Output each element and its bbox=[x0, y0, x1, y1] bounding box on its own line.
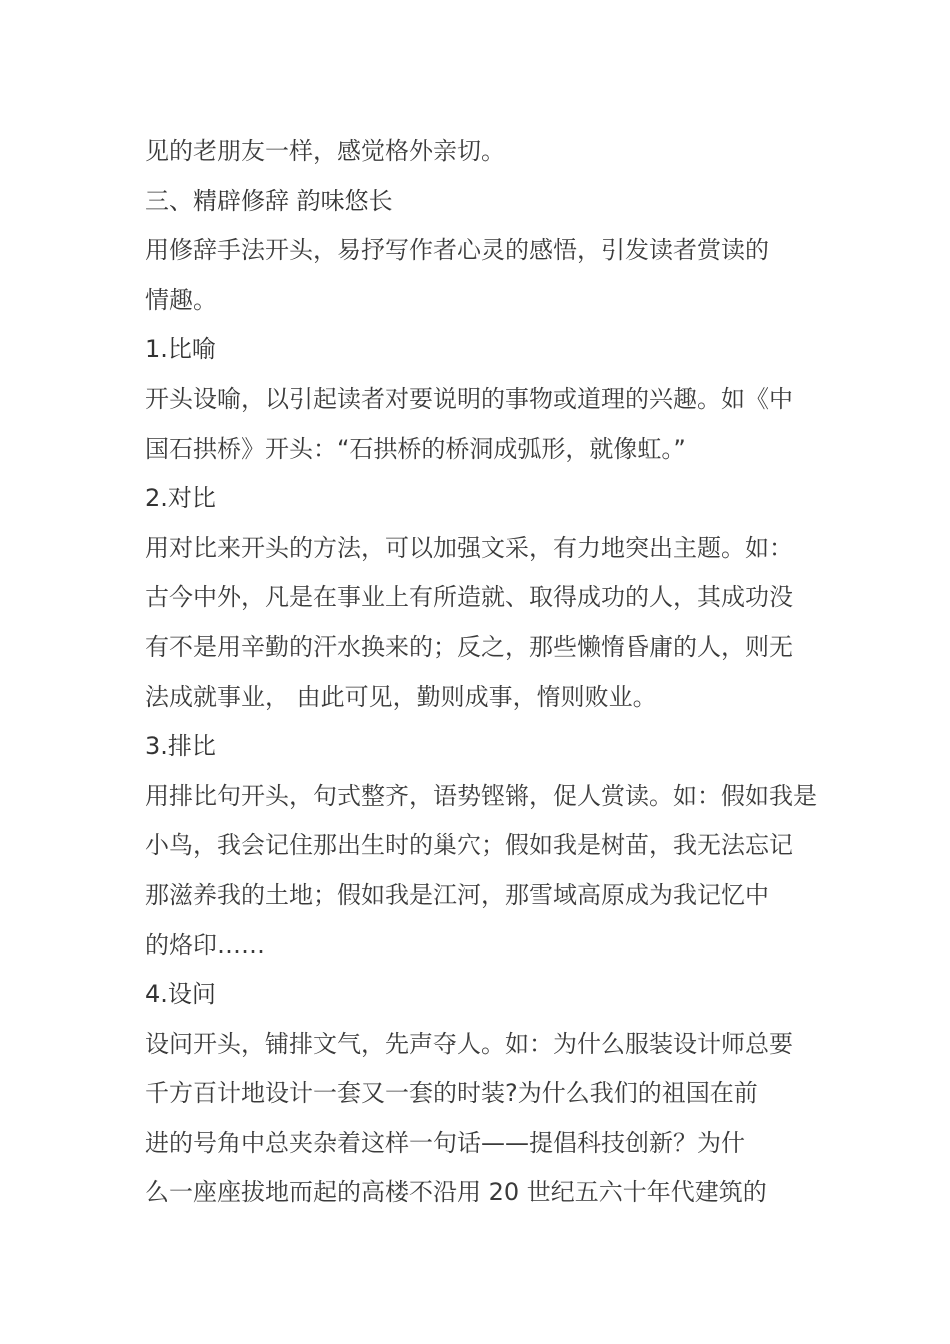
text-line: 见的老朋友一样，感觉格外亲切。 bbox=[145, 137, 505, 165]
text-line: 法成就事业， 由此可见，勤则成事，惰则败业。 bbox=[145, 682, 657, 711]
text-line: 国石拱桥》开头：“石拱桥的桥洞成弧形，就像虹。” bbox=[145, 434, 686, 463]
text-line: 用排比句开头，句式整齐，语势铿锵，促人赏读。如：假如我是 bbox=[145, 781, 817, 810]
text-line: 用对比来开头的方法，可以加强文采，有力地突出主题。如： bbox=[145, 533, 793, 562]
text-line: 古今中外，凡是在事业上有所造就、取得成功的人，其成功没 bbox=[145, 583, 793, 612]
subsection-heading-metaphor: 1.比喻 bbox=[145, 335, 216, 364]
text-line: 有不是用辛勤的汗水换来的；反之，那些懒惰昏庸的人，则无 bbox=[145, 632, 793, 661]
text-line: 千方百计地设计一套又一套的时装?为什么我们的祖国在前 bbox=[145, 1079, 758, 1108]
subsection-heading-parallelism: 3.排比 bbox=[145, 732, 216, 761]
text-line: 的烙印…… bbox=[145, 930, 265, 959]
text-line: 进的号角中总夹杂着这样一句话——提倡科技创新？为什 bbox=[145, 1128, 745, 1157]
text-line: 情趣。 bbox=[145, 285, 217, 314]
subsection-heading-rhetorical-question: 4.设问 bbox=[145, 980, 216, 1009]
text-line: 用修辞手法开头，易抒写作者心灵的感悟，引发读者赏读的 bbox=[145, 236, 769, 265]
text-line: 么一座座拔地而起的高楼不沿用 20 世纪五六十年代建筑的 bbox=[145, 1178, 767, 1207]
subsection-heading-contrast: 2.对比 bbox=[145, 484, 216, 513]
text-line: 设问开头，铺排文气，先声夺人。如：为什么服装设计师总要 bbox=[145, 1029, 793, 1058]
text-line: 开头设喻，以引起读者对要说明的事物或道理的兴趣。如《中 bbox=[145, 384, 793, 413]
text-line: 小鸟，我会记住那出生时的巢穴；假如我是树苗，我无法忘记 bbox=[145, 831, 793, 860]
section-heading: 三、精辟修辞 韵味悠长 bbox=[145, 186, 393, 215]
document-body bbox=[145, 127, 817, 1218]
text-line: 那滋养我的土地；假如我是江河，那雪域高原成为我记忆中 bbox=[145, 880, 769, 909]
